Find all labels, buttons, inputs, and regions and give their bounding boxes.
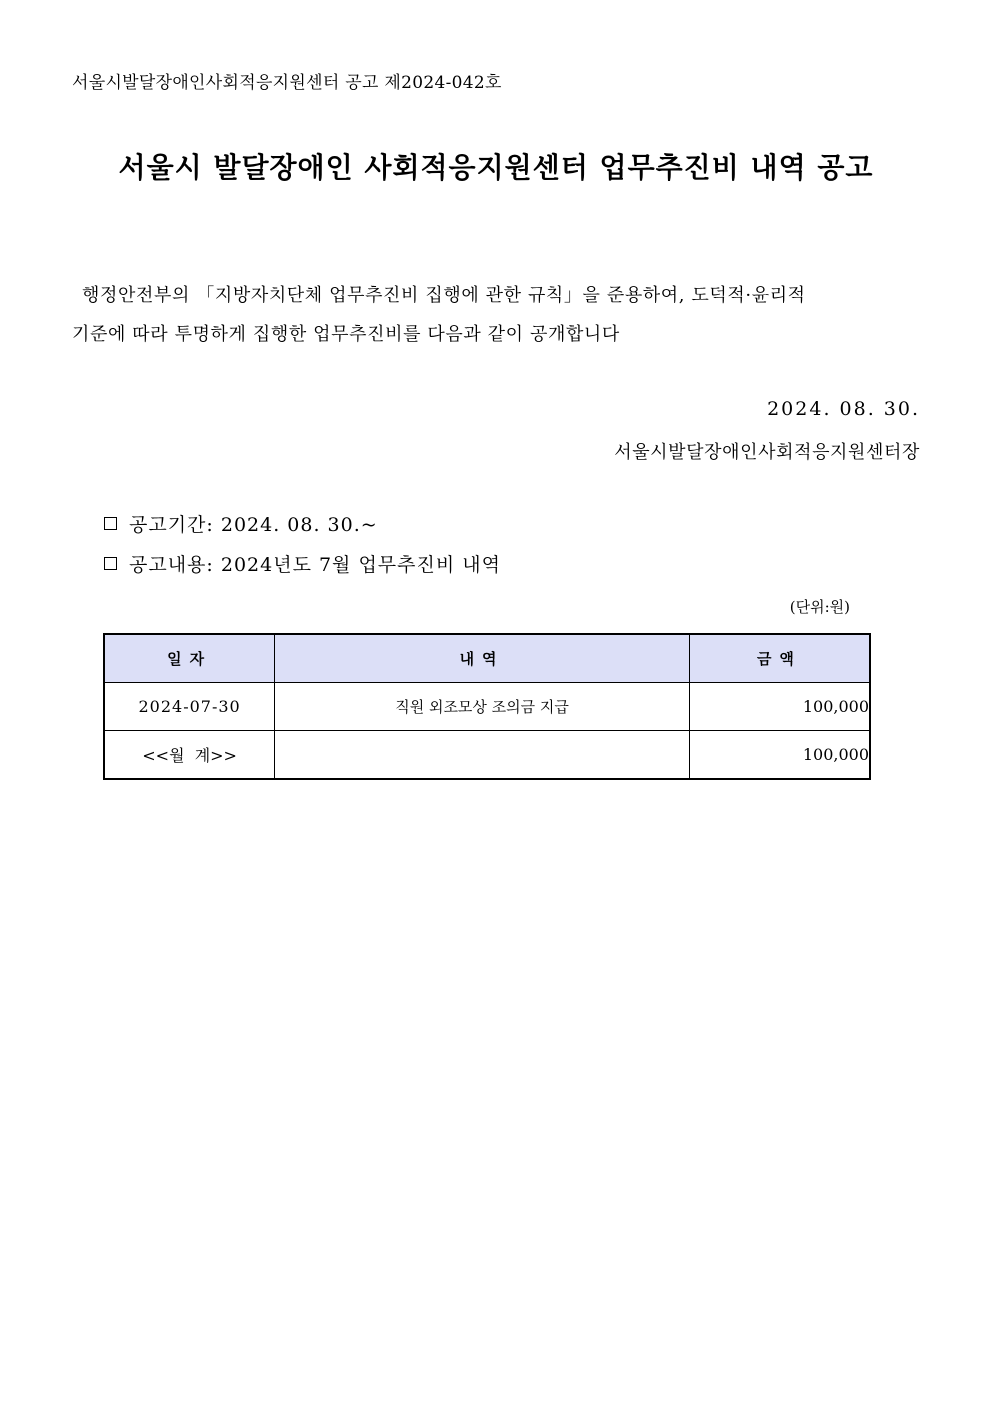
table-header-row — [104, 634, 870, 683]
signer-name: 서울시발달장애인사회적응지원센터장 — [614, 442, 920, 463]
body-line-2: 기준에 따라 투명하게 집행한 업무추진비를 다음과 같이 공개합니다 — [72, 324, 620, 345]
document-title: 서울시 발달장애인 사회적응지원센터 업무추진비 내역 공고 — [118, 151, 874, 184]
expense-table — [103, 633, 871, 780]
header-amount: 금액 — [689, 634, 870, 683]
body-paragraph — [72, 276, 924, 354]
body-line-1: 행정안전부의 「지방자치단체 업무추진비 집행에 관한 규칙」을 준용하여, 도덕적·윤리적 — [82, 285, 806, 306]
notice-date: 2024. 08. 30. — [767, 398, 920, 420]
notice-number: 서울시발달장애인사회적응지원센터 공고 제2024-042호 — [72, 73, 502, 93]
notice-period-line — [104, 510, 378, 537]
row-date: 2024-07-30 — [104, 683, 275, 731]
table-row — [104, 683, 870, 731]
header-date: 일자 — [104, 634, 275, 683]
row-amount: 100,000 — [689, 683, 870, 731]
total-amount: 100,000 — [689, 731, 870, 780]
total-description — [275, 731, 690, 780]
total-label: <<월 계>> — [104, 731, 275, 780]
unit-label: (단위:원) — [789, 598, 850, 616]
header-description: 내역 — [275, 634, 690, 683]
checkbox-icon — [104, 557, 117, 570]
row-description: 직원 외조모상 조의금 지급 — [275, 683, 690, 731]
notice-period-text: 공고기간: 2024. 08. 30.~ — [129, 514, 378, 536]
notice-content-text: 공고내용: 2024년도 7월 업무추진비 내역 — [129, 554, 501, 576]
notice-content-line — [104, 550, 501, 577]
checkbox-icon — [104, 517, 117, 530]
table-total-row — [104, 731, 870, 780]
